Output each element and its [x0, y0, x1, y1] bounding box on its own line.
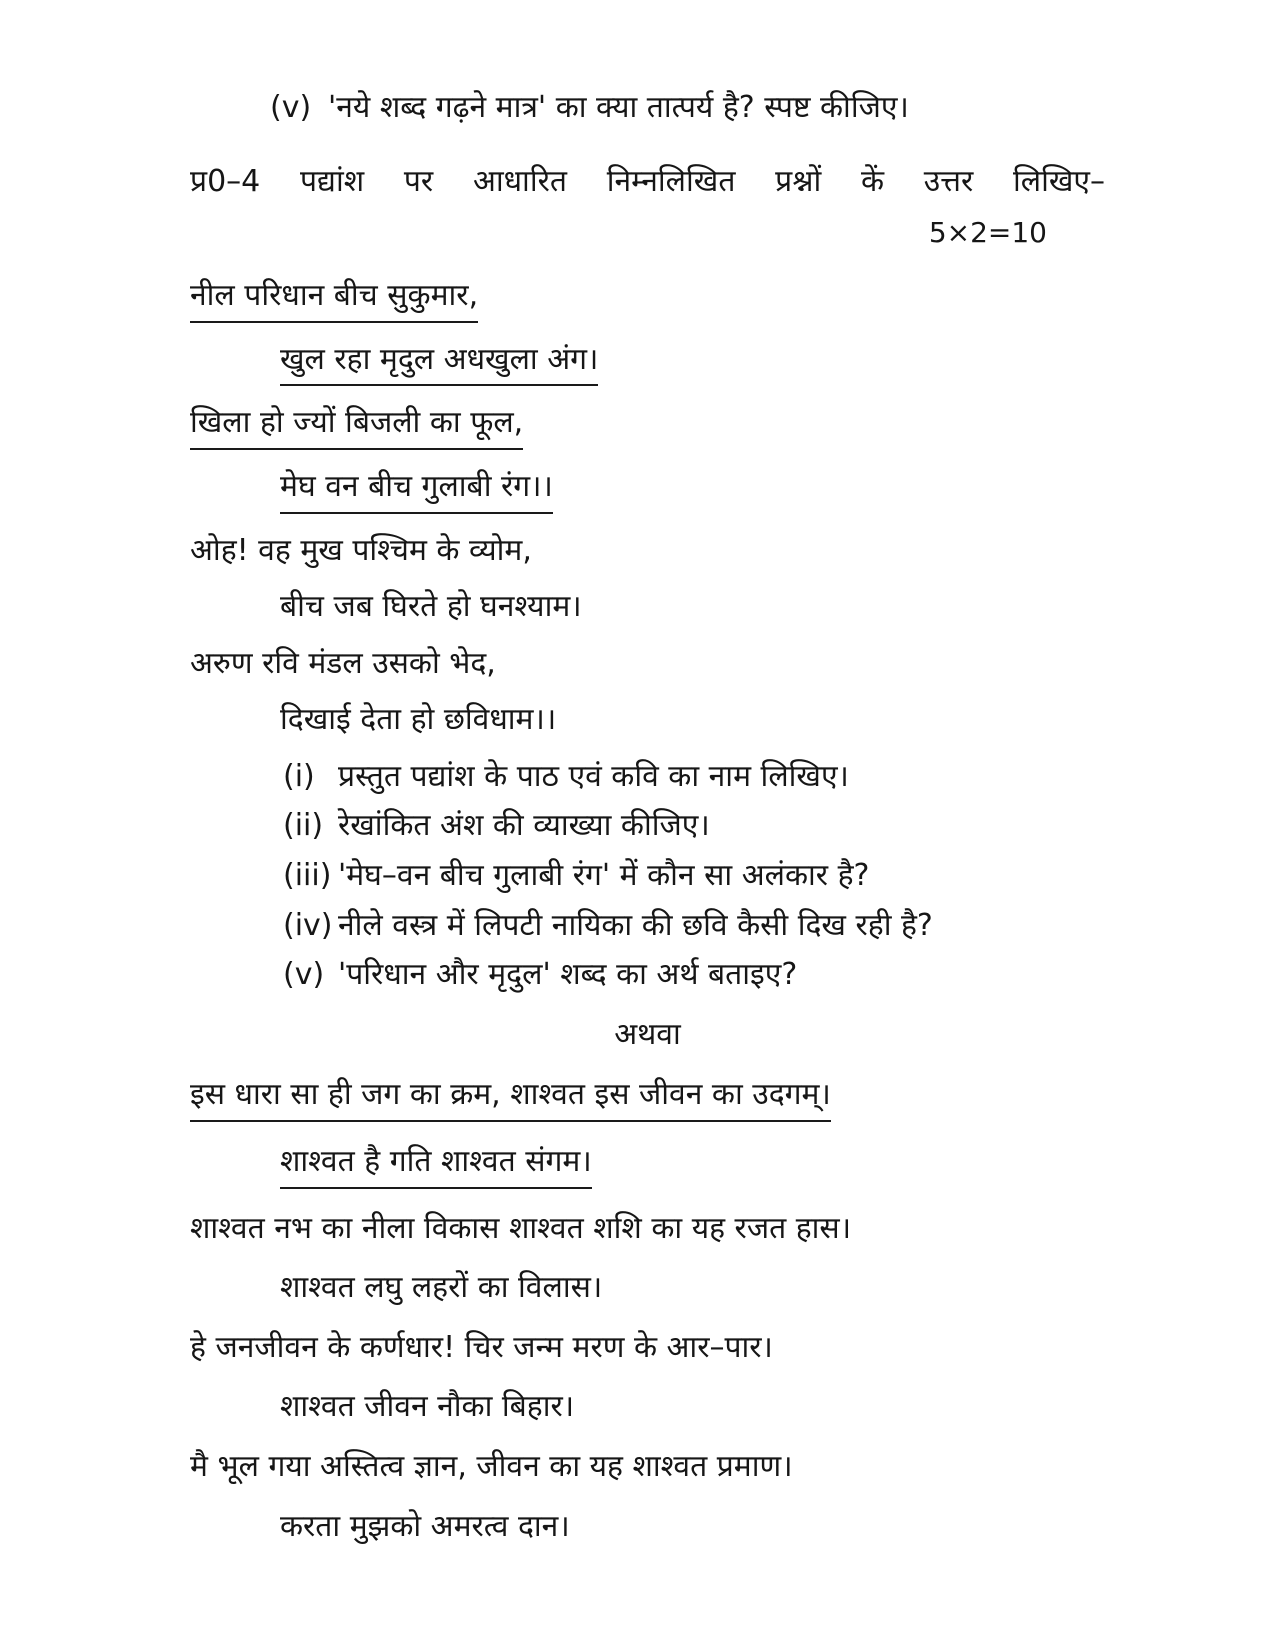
- question-4-word: आधारित: [472, 163, 567, 199]
- sub-question-label: (iv): [283, 907, 333, 943]
- marks-value: 5×2=10: [928, 216, 1047, 250]
- intro-question-item: [190, 88, 1105, 128]
- question-4-word: उत्तर: [923, 163, 974, 199]
- poem-line-text-underlined: खुल रहा मृदुल अधखुला अंग।: [280, 340, 598, 387]
- poem-line: [190, 1268, 1105, 1308]
- poem-first: [190, 276, 1105, 740]
- sub-question-text: प्रस्तुत पद्यांश के पाठ एवं कवि का नाम लिखिए।: [338, 758, 849, 794]
- poem-line-text: करता मुझको अमरत्व दान।: [280, 1508, 570, 1544]
- poem-line-text: अरुण रवि मंडल उसको भेद,: [190, 645, 496, 681]
- sub-question-label: (i): [283, 758, 315, 794]
- sub-question-label: (ii): [283, 808, 324, 844]
- poem-line: [190, 276, 1105, 323]
- sub-question-item: [283, 757, 1105, 797]
- poem-line-text-underlined: इस धारा सा ही जग का क्रम, शाश्वत इस जीवन का उदगम्।: [190, 1075, 831, 1122]
- poem-line: [190, 700, 1105, 740]
- question-4-word: निम्नलिखित: [606, 163, 736, 199]
- question-4-heading: [190, 162, 1105, 202]
- sub-question-text: 'परिधान और मृदुल' शब्द का अर्थ बताइए?: [338, 957, 798, 993]
- sub-question-item: [283, 856, 1105, 896]
- sub-question-text: रेखांकित अंश की व्याख्या कीजिए।: [338, 808, 710, 844]
- poem-line: [190, 1075, 1105, 1122]
- poem-line: [190, 1507, 1105, 1547]
- poem-line-text-underlined: नील परिधान बीच सुकुमार,: [190, 276, 478, 323]
- poem-second: [190, 1075, 1105, 1546]
- poem-line: [190, 403, 1105, 450]
- poem-line: [190, 1447, 1105, 1487]
- poem-line-text: दिखाई देता हो छविधाम।।: [280, 702, 557, 738]
- poem-line: [190, 1387, 1105, 1427]
- poem-line: [190, 531, 1105, 571]
- sub-question-text: नीले वस्त्र में लिपटी नायिका की छवि कैसी दिख रही है?: [338, 907, 933, 943]
- poem-line-text: हे जनजीवन के कर्णधार! चिर जन्म मरण के आर–पार।: [190, 1329, 773, 1365]
- page-content: [190, 88, 1105, 1546]
- question-4-number: प्र0–4: [190, 163, 261, 199]
- alternative-label-text: अथवा: [614, 1016, 681, 1052]
- poem-line-text: शाश्वत नभ का नीला विकास शाश्वत शशि का यह रजत हास।: [190, 1210, 852, 1246]
- poem-line-text-underlined: मेघ वन बीच गुलाबी रंग।।: [280, 467, 553, 514]
- poem-line-text-underlined: खिला हो ज्यों बिजली का फूल,: [190, 403, 523, 450]
- sub-question-label: (iii): [283, 858, 332, 894]
- poem-line-text: बीच जब घिरते हो घनश्याम।: [280, 589, 582, 625]
- question-4-word: पद्यांश: [300, 163, 365, 199]
- sub-question-item: [283, 806, 1105, 846]
- poem-line: [190, 467, 1105, 514]
- question-4-word: कें: [860, 163, 885, 199]
- sub-question-text: 'मेघ–वन बीच गुलाबी रंग' में कौन सा अलंकार है?: [338, 858, 870, 894]
- poem-line: [190, 1328, 1105, 1368]
- sub-question-item: [283, 906, 1105, 946]
- alternative-label: [190, 1015, 1105, 1055]
- poem-line-text-underlined: शाश्वत है गति शाश्वत संगम।: [280, 1142, 592, 1189]
- poem-line: [190, 340, 1105, 387]
- sub-question-label: (v): [283, 957, 325, 993]
- poem-line-text: शाश्वत जीवन नौका बिहार।: [280, 1389, 575, 1425]
- sub-question-item: [283, 955, 1105, 995]
- poem-line: [190, 1142, 1105, 1189]
- intro-question-text: 'नये शब्द गढ़ने मात्र' का क्या तात्पर्य है? स्पष्ट कीजिए।: [328, 90, 909, 125]
- poem-line: [190, 644, 1105, 684]
- question-4-word: पर: [403, 163, 434, 199]
- question-4-word: प्रश्नों: [775, 163, 822, 199]
- poem-line: [190, 587, 1105, 627]
- poem-line: [190, 1209, 1105, 1249]
- marks-row: [190, 215, 1105, 252]
- poem-line-text: ओह! वह मुख पश्चिम के व्योम,: [190, 532, 532, 568]
- sub-questions-list: [190, 757, 1105, 995]
- poem-line-text: शाश्वत लघु लहरों का विलास।: [280, 1270, 603, 1306]
- question-4-word: लिखिए–: [1012, 163, 1105, 199]
- intro-question-label: (v): [270, 90, 312, 125]
- poem-line-text: मै भूल गया अस्तित्व ज्ञान, जीवन का यह शाश्वत प्रमाण।: [190, 1449, 793, 1485]
